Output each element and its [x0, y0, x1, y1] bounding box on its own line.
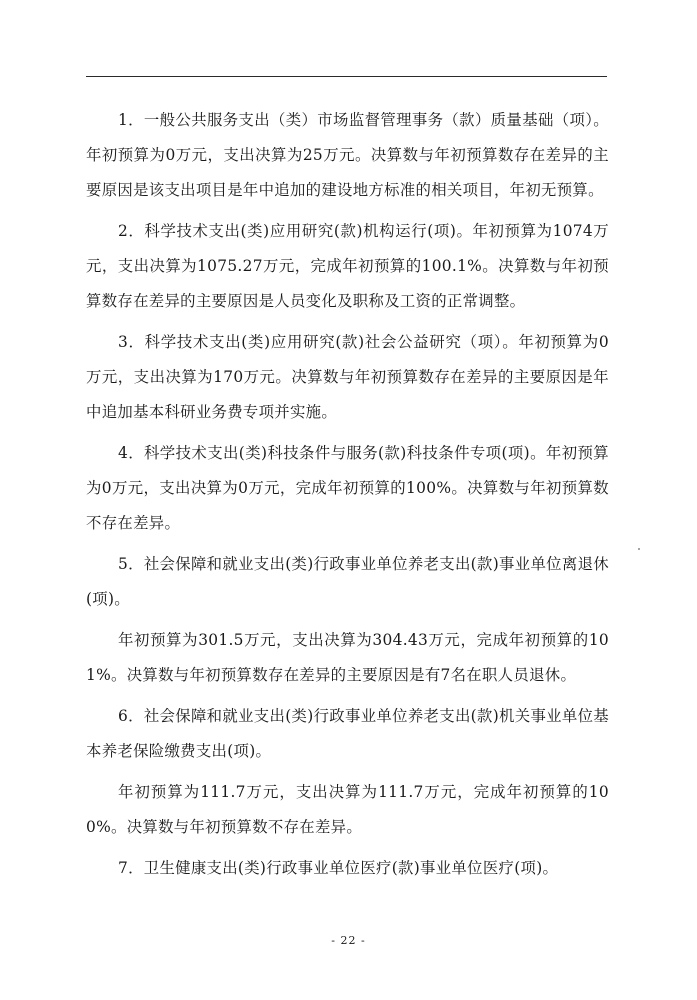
- paragraph-5-detail: 年初预算为301.5万元，支出决算为304.43万元，完成年初预算的101%。决算数与年初预算数存在差异的主要原因是有7名在职人员退休。: [86, 631, 609, 684]
- paragraph-5: 5．社会保障和就业支出(类)行政事业单位养老支出(款)事业单位离退休(项)。: [86, 555, 609, 608]
- header-rule: [86, 76, 607, 77]
- paragraph-7: 7．卫生健康支出(类)行政事业单位医疗(款)事业单位医疗(项)。: [118, 859, 559, 877]
- paragraph-3: 3．科学技术支出(类)应用研究(款)社会公益研究（项）。年初预算为0万元，支出决算为170万元。决算数与年初预算数存在差异的主要原因是年中追加基本科研业务费专项并实施。: [86, 333, 609, 421]
- document-body: [86, 103, 609, 886]
- paragraph-4: 4．科学技术支出(类)科技条件与服务(款)科技条件专项(项)。年初预算为0万元，支出决算为0万元，完成年初预算的100%。决算数与年初预算数不存在差异。: [86, 444, 609, 532]
- paragraph-6: 6．社会保障和就业支出(类)行政事业单位养老支出(款)机关事业单位基本养老保险缴费支出(项)。: [86, 707, 609, 760]
- paragraph-2: 2．科学技术支出(类)应用研究(款)机构运行(项)。年初预算为1074万元，支出决算为1075.27万元，完成年初预算的100.1%。决算数与年初预算数存在差异的主要原因是人员变化及职称及工资的正常调整。: [86, 222, 609, 310]
- scan-speck: [638, 548, 640, 550]
- paragraph-6-detail: 年初预算为111.7万元，支出决算为111.7万元，完成年初预算的100%。决算数与年初预算数不存在差异。: [86, 783, 609, 836]
- page-number: - 22 -: [331, 934, 366, 947]
- paragraph-1: 1．一般公共服务支出（类）市场监督管理事务（款）质量基础（项）。年初预算为0万元，支出决算为25万元。决算数与年初预算数存在差异的主要原因是该支出项目是年中追加的建设地方标准的相关项目，年初无预算。: [86, 111, 609, 199]
